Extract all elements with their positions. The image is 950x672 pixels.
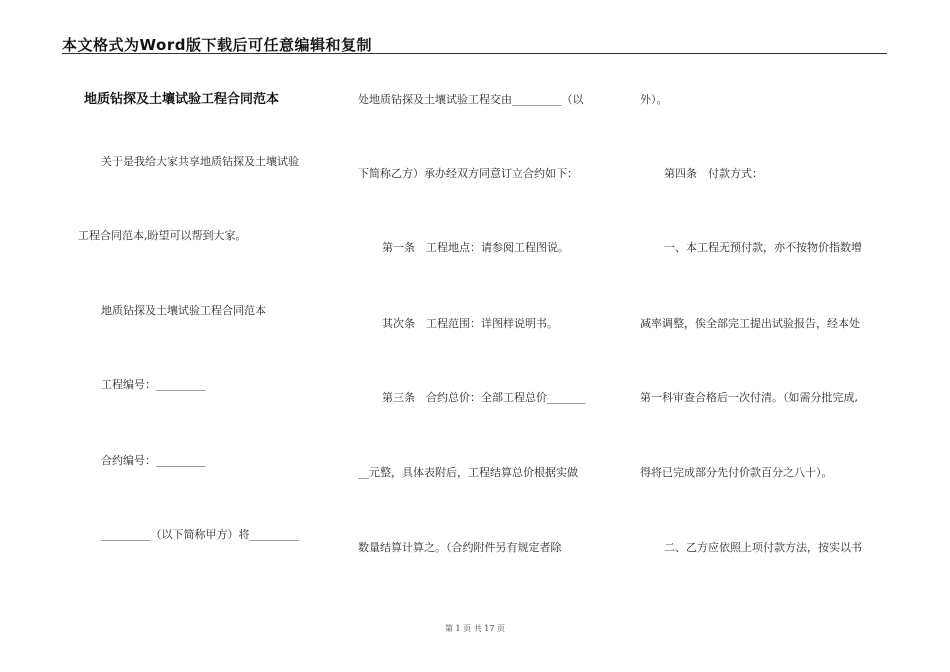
paragraph-line: 数量结算计算之。（合约附件另有规定者除 <box>358 541 562 554</box>
paragraph-line: 第一科审查合格后一次付清。（如需分批完成, <box>640 391 858 404</box>
document-title: 地质钻探及土壤试验工程合同范本 <box>84 92 280 107</box>
document-header: 本文格式为Word版下载后可任意编辑和复制 <box>62 36 372 54</box>
paragraph-line: __元整，具体表附后，工程结算总价根据实做 <box>358 466 578 479</box>
paragraph-line: 外）。 <box>640 93 668 106</box>
paragraph-line: 下简称乙方）承办经双方同意订立合约如下： <box>358 167 578 180</box>
party-a-line: _________（以下简称甲方）将_________ <box>101 528 299 541</box>
header-divider <box>62 53 887 54</box>
project-number-line: 工程编号：_________ <box>101 378 206 391</box>
contract-number-line: 合约编号：_________ <box>101 454 206 467</box>
paragraph-line: 减率调整，俟全部完工提出试验报告，经本处 <box>640 317 860 330</box>
article-3-line: 第三条 合约总价：全部工程总价_______ <box>382 391 586 404</box>
paragraph-line: 处地质钻探及土壤试验工程交由_________（以 <box>358 93 584 106</box>
article-1-line: 第一条 工程地点：请参阅工程图说。 <box>382 241 569 254</box>
paragraph-line: 一、本工程无预付款，亦不按物价指数增 <box>664 241 862 254</box>
paragraph-line: 二、乙方应依照上项付款方法，按实以书 <box>664 541 862 554</box>
subtitle-line: 地质钻探及土壤试验工程合同范本 <box>101 304 266 317</box>
page-number: 第 1 页 共 17 页 <box>445 624 505 633</box>
paragraph-line: 工程合同范本,盼望可以帮到大家。 <box>78 229 247 242</box>
article-4-line: 第四条 付款方式： <box>664 167 763 180</box>
paragraph-line: 得将已完成部分先付价款百分之八十）。 <box>640 466 833 479</box>
paragraph-line: 关于是我给大家共享地质钻探及土壤试验 <box>101 155 299 168</box>
article-2-line: 其次条 工程范围：详图样说明书。 <box>382 317 558 330</box>
